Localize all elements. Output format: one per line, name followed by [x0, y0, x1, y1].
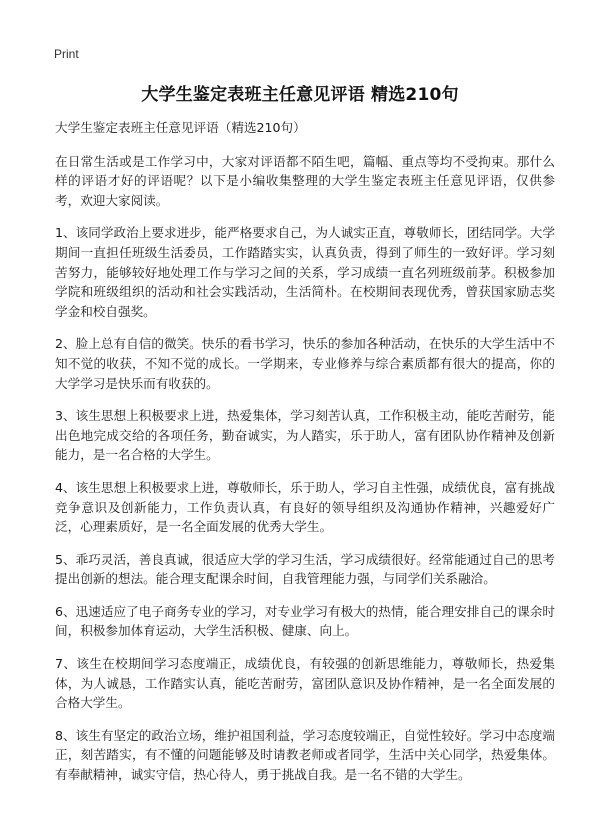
document-subtitle: 大学生鉴定表班主任意见评语（精选210句） [55, 120, 306, 135]
comment-paragraph-5: 5、乖巧灵活，善良真诚，很适应大学的学习生活，学习成绩很好。经常能通过自己的思考提出创新的想法。能合理支配课余时间，自我管理能力强，与同学们关系融洽。 [55, 551, 555, 587]
comment-paragraph-8: 8、该生有坚定的政治立场，维护祖国利益，学习态度较端正，自觉性较好。学习中态度端正，刻苦踏实，有不懂的问题能够及时请教老师或者同学，生活中关心同学，热爱集体。有奉献精神，诚实守信，热心待人，勇于挑战自我。是一名不错的大学生。 [55, 727, 555, 783]
comment-paragraph-7: 7、该生在校期间学习态度端正，成绩优良，有较强的创新思维能力，尊敬师长，热爱集体，为人诚恳，工作踏实认真，能吃苦耐劳，富团队意识及协作精神，是一名全面发展的合格大学生。 [55, 656, 555, 711]
comment-paragraph-1: 1、该同学政治上要求进步，能严格要求自己，为人诚实正直，尊敬师长，团结同学。大学期间一直担任班级生活委员，工作踏踏实实，认真负责，得到了师生的一致好评。学习刻苦努力，能够较好地处理工作与学习之间的关系，学习成绩一直名列班级前茅。积极参加学院和班级组织的活动和社会实践活动，生活简朴。在校期间表现优秀，曾获国家励志奖学金和校自强奖。 [55, 225, 555, 319]
comment-paragraph-3: 3、该生思想上积极要求上进，热爱集体，学习刻苦认真，工作积极主动，能吃苦耐劳，能出色地完成交给的各项任务，勤奋诚实，为人踏实，乐于助人，富有团队协作精神及创新能力，是一名合格的大学生。 [55, 408, 555, 463]
document-body [55, 118, 555, 798]
comment-paragraph-2: 2、脸上总有自信的微笑。快乐的看书学习，快乐的参加各种活动，在快乐的大学生活中不知不觉的收获，不知不觉的成长。一学期来，专业修养与综合素质都有很大的提高，你的大学学习是快乐而有收获的。 [55, 336, 555, 391]
intro-paragraph: 在日常生活或是工作学习中，大家对评语都不陌生吧，篇幅、重点等均不受拘束。那什么样的评语才好的评语呢？以下是小编收集整理的大学生鉴定表班主任意见评语，仅供参考，欢迎大家阅读。 [55, 153, 555, 208]
print-link[interactable]: Print [54, 47, 79, 61]
page-title: 大学生鉴定表班主任意见评语 精选210句 [141, 85, 459, 105]
comment-paragraph-4: 4、该生思想上积极要求上进，尊敬师长，乐于助人，学习自主性强，成绩优良，富有挑战竞争意识及创新能力，工作负责认真，有良好的领导组织及沟通协作精神，兴趣爱好广泛，心理素质好，是一名全面发展的优秀大学生。 [55, 479, 555, 535]
comment-paragraph-6: 6、迅速适应了电子商务专业的学习，对专业学习有极大的热情，能合理安排自己的课余时间，积极参加体育运动，大学生活积极、健康、向上。 [55, 603, 555, 639]
